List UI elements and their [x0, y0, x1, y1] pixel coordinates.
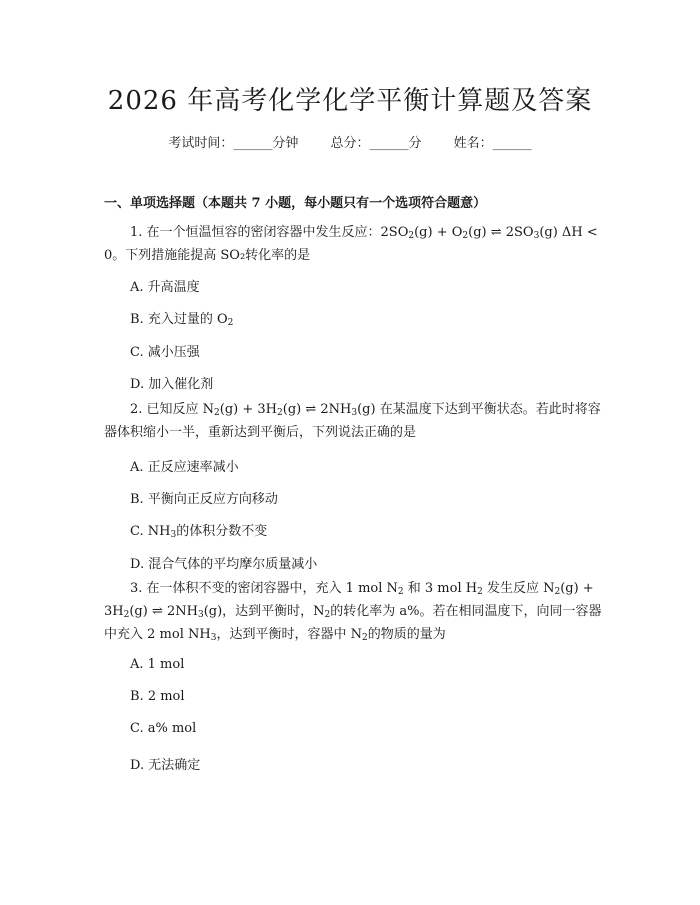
question-2-option-b: B. 平衡向正反应方向移动	[130, 492, 278, 507]
question-1-stem: 1. 在一个恒温恒容的密闭容器中发生反应：$2SO_2(g) + O_2(g)$ ⇌ $2SO_3(g) \Delta H < 0$。下列措施能提高 SO₂转化率的是	[104, 225, 598, 263]
exam-time: 考试时间：______分钟	[168, 136, 299, 151]
page-title: 2026 年高考化学化学平衡计算题及答案	[107, 86, 593, 116]
question-2-option-c: C. $NH_3$的体积分数不变	[130, 524, 268, 540]
exam-meta	[0, 132, 700, 151]
exam-score: 总分：______分	[330, 136, 422, 151]
question-2-option-d: D. 混合气体的平均摩尔质量减小	[130, 557, 318, 572]
question-3-stem: 3. 在一体积不变的密闭容器中，充入 1 mol $N_2$ 和 3 mol $H_2$ 发生反应 $N_2(g) + 3H_2(g)$ ⇌ $2NH_3(g)$，达到平衡时，$N_2$的转化率为 a%。若在相同温度下，向同一容器中充入 2 mol $NH_3$，达到平衡时，容器中 $N_2$的物质的量为	[104, 581, 602, 643]
section-heading: 一、单项选择题（本题共 7 小题，每小题只有一个选项符合题意）	[104, 196, 487, 211]
question-1-option-c: C. 减小压强	[130, 345, 200, 360]
question-1-option-a: A. 升高温度	[130, 280, 200, 295]
question-3-option-b: B. 2 mol	[130, 689, 185, 704]
question-3-option-c: C. a% mol	[130, 721, 197, 736]
exam-name: 姓名：______	[453, 136, 532, 151]
question-2-stem: 2. 已知反应 $N_2(g) + 3H_2(g)$ ⇌ $2NH_3(g)$ 在某温度下达到平衡状态。若此时将容器体积缩小一半，重新达到平衡后，下列说法正确的是	[104, 402, 601, 440]
question-1-option-b: B. 充入过量的 $O_2$	[130, 312, 234, 328]
question-3-option-d: D. 无法确定	[130, 758, 201, 773]
question-2-option-a: A. 正反应速率减小	[130, 460, 239, 475]
question-3-option-a: A. 1 mol	[130, 657, 185, 672]
question-1-option-d: D. 加入催化剂	[130, 377, 214, 392]
